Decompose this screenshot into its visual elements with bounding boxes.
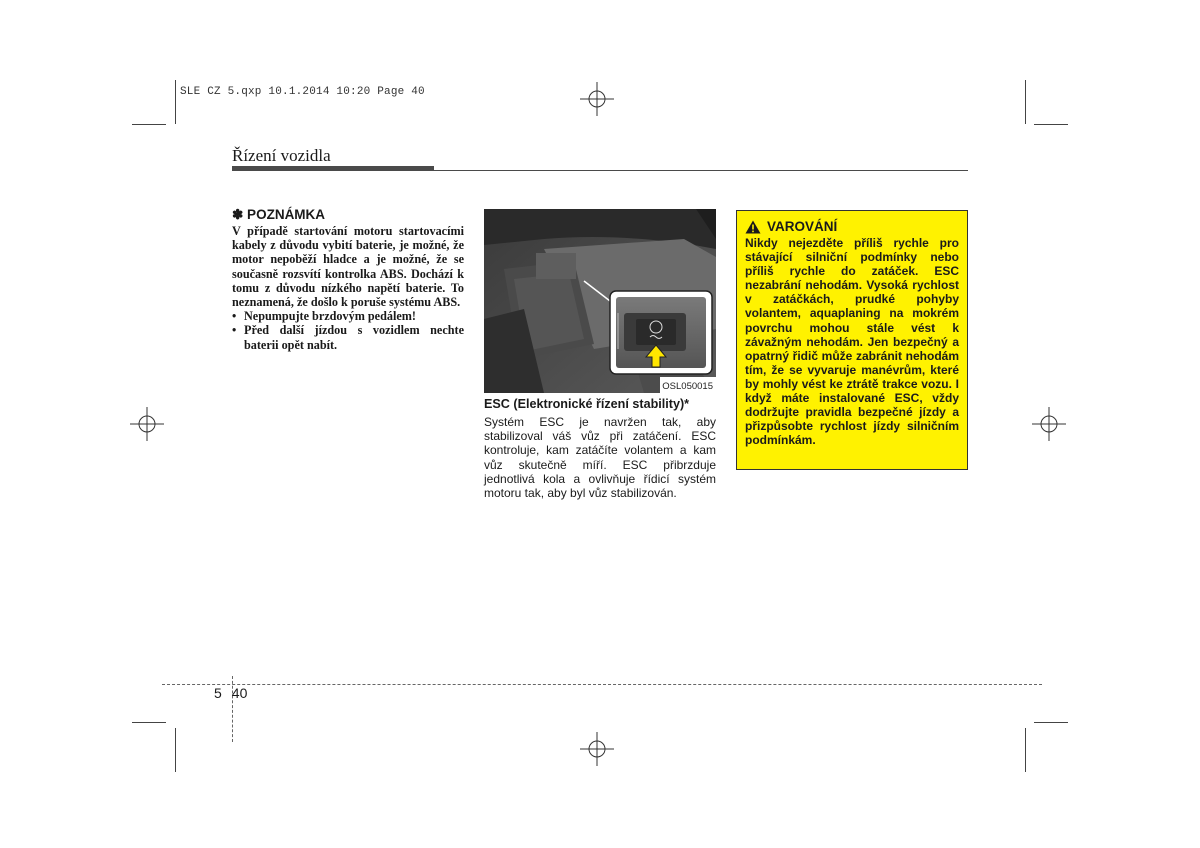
warning-text: Nikdy nejezděte příliš rychle pro stávající silniční podmínky nebo příliš rychle do zatáček. ESC nezabrání nehodám. Vysoká rychlost v zatáčkách, prudké pohyby volantem, aquaplaning na mokrém povrchu mohou stále vést k závažným nehodám. Jen bezpečný a opatrný řidič může zabránit nehodám tím, že se vyvaruje manévrům, které by mohly vést ke ztrátě trakce vozu. I když máte instalované ESC, vždy dodržujte pravidla bezpečné jízdy a přizpůsobte rychlost jízdy silničním podmínkám. bbox=[745, 236, 959, 448]
print-slug: SLE CZ 5.qxp 10.1.2014 10:20 Page 40 bbox=[180, 86, 425, 98]
section-number: 5 bbox=[214, 685, 222, 701]
warning-box bbox=[736, 210, 968, 470]
registration-mark-icon bbox=[1032, 407, 1066, 441]
warning-triangle-icon bbox=[745, 220, 761, 234]
registration-mark-icon bbox=[130, 407, 164, 441]
crop-mark bbox=[132, 722, 166, 723]
section-title: Řízení vozidla bbox=[232, 146, 331, 165]
crop-mark bbox=[132, 124, 166, 125]
warning-header bbox=[745, 219, 959, 234]
note-heading: ✽ POZNÁMKA bbox=[232, 207, 326, 222]
note-bullet-list bbox=[232, 309, 464, 352]
note-block bbox=[232, 207, 464, 352]
figure-code: OSL050015 bbox=[662, 381, 713, 392]
crop-mark bbox=[1034, 722, 1068, 723]
header-rule-thin bbox=[434, 170, 968, 171]
list-item: • Před další jízdou s vozidlem nechte baterii opět nabít. bbox=[232, 323, 464, 352]
esc-paragraph: Systém ESC je navržen tak, aby stabilizoval váš vůz při zatáčení. ESC kontroluje, kam zatáčíte volantem a kam vůz skutečně míří. ESC přibrzduje jednotlivá kola a ovlivňuje řídicí systém motoru tak, aby byl vůz stabilizován. bbox=[484, 415, 716, 501]
page-number-value: 40 bbox=[231, 685, 248, 701]
footer-rule bbox=[162, 684, 1042, 685]
registration-mark-icon bbox=[580, 732, 614, 766]
crop-mark bbox=[1034, 124, 1068, 125]
crop-mark bbox=[175, 80, 176, 124]
crop-mark bbox=[175, 728, 176, 772]
crop-mark bbox=[1025, 80, 1026, 124]
page-number bbox=[214, 685, 247, 701]
list-item: • Nepumpujte brzdovým pedálem! bbox=[232, 309, 416, 324]
esc-heading: ESC (Elektronické řízení stability)* bbox=[484, 397, 690, 411]
crop-mark bbox=[1025, 728, 1026, 772]
note-paragraph: V případě startování motoru startovacími kabely z důvodu vybití baterie, je možné, že motor nepoběží hladce a je možné, že se současně rozsvítí kontrolka ABS. Dochází k tomu z důvodu nízkého napětí baterie. To neznamená, že došlo k poruše systému ABS. bbox=[232, 224, 464, 310]
warning-heading: VAROVÁNÍ bbox=[767, 219, 838, 234]
header-rule bbox=[232, 166, 434, 171]
registration-mark-icon bbox=[580, 82, 614, 116]
esc-switch-photo bbox=[484, 209, 716, 393]
